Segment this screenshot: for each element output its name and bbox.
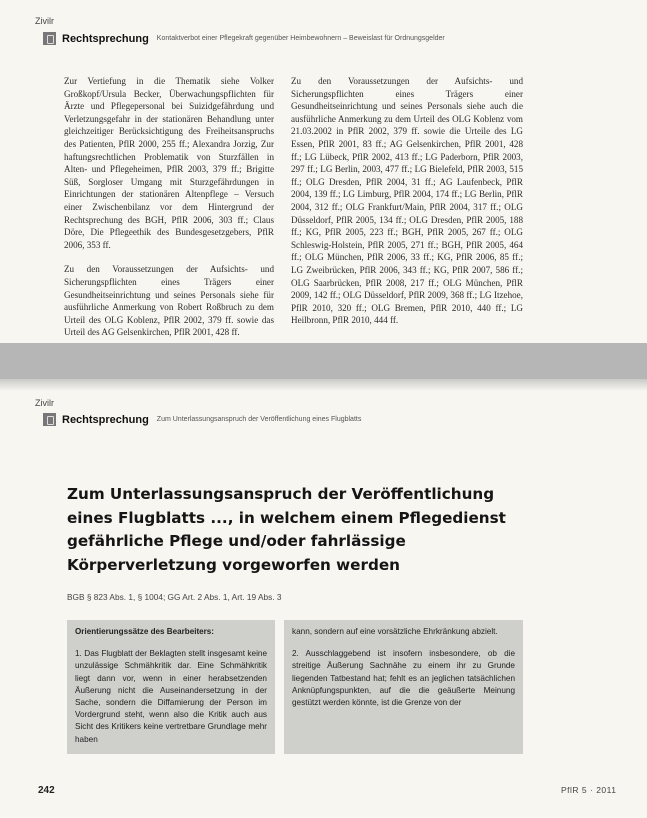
orientation-point-1: 1. Das Flugblatt der Beklagten stellt insgesamt keine unzulässige Schmähkritik dar. Eine Schmähkritik liegt dann vor, wenn in einer herabsetzenden Äußerung nicht die Auseinandersetzung in der Sache, sondern die Diffamierung der Person im Vordergrund steht, wenn also die Kritik auch aus Sicht des Kritikers keine vertretbare Grundlage mehr haben xyxy=(75,649,267,744)
top-right-paragraph: Zu den Voraussetzungen der Aufsichts- und Sicherungspflichten eines Trägers einer Gesundheitseinrichtung und seines Personals siehe auch die ausführliche Anmerkung zu dem Urteil des OLG Koblenz vom 21.03.2002 in PflR 2002, 379 ff. sowie die Urteile des LG Essen, PflR 2001, 83 ff.; AG Gelsenkirchen, PflR 2001, 428 ff.; LG Lübeck, PflR 2002, 413 ff.; LG Paderborn, PflR 2003, 297 ff.; LG Berlin, 2003, 477 ff.; LG Bielefeld, PflR 2003, 515 ff.; OLG Dresden, PflR 2004, 31 ff.; AG Laufenbeck, PflR 2004, 139 ff.; LG Limburg, PflR 2004, 174 ff.; LG Berlin, PflR 2004, 312 ff.; OLG Frankfurt/Main, PflR 2004, 317 ff.; OLG Düsseldorf, PflR 2005, 134 ff.; OLG Dresden, PflR 2005, 188 ff.; KG, PflR 2005, 223 ff.; BGH, PflR 2005, 267 ff.; OLG Schleswig-Holstein, PflR 2005, 271 ff.; BGH, PflR 2005, 464 ff.; OLG München, PflR 2006, 33 ff.; KG, PflR 2006, 85 ff.; LG Zweibrücken, PflR 2006, 343 ff.; KG, PflR 2007, 586 ff.; OLG Saarbrücken, PflR 2008, 217 ff.; OLG München, PflR 2009, 142 ff.; OLG Düsseldorf, PflR 2009, 368 ff.; LG Itzehoe, PflR 2010, 320 ff.; OLG Bremen, PflR 2010, 440 ff.; LG Heilbronn, PflR 2010, 444 ff. xyxy=(291,76,523,326)
top-section-label: Zivilr xyxy=(35,16,54,26)
top-header-title: Rechtsprechung xyxy=(62,32,149,45)
top-running-header xyxy=(43,31,445,46)
top-left-paragraph: Zu den Voraussetzungen der Aufsichts- und Sicherungspflichten eines Trägers einer Gesundheitseinrichtung und seines Personals siehe für ausführliche Anmerkung von Robert Roßbruch zu dem Urteil des OLG Koblenz, PflR 2002, 379 ff. sowie das Urteil des AG Gelsenkirchen, PflR 2001, 428 ff. xyxy=(64,264,274,338)
paragraph-icon xyxy=(43,413,56,426)
orientation-box-right xyxy=(284,620,523,754)
orientation-continuation: kann, sondern auf eine vorsätzliche Ehrkränkung abzielt. xyxy=(292,627,498,636)
mid-section-label: Zivilr xyxy=(35,398,54,408)
section-band xyxy=(0,343,647,379)
mid-header-subtitle: Zum Unterlassungsanspruch der Veröffentlichung eines Flugblatts xyxy=(156,416,362,423)
top-left-paragraph: Zur Vertiefung in die Thematik siehe Volker Großkopf/Ursula Becker, Überwachungspflichten für Ärzte und Pflegepersonal bei Suizidgefährdung und Verletzungsgefahr in der stationären Behandlung unter gleichzeitiger Berücksichtigung des Freiheitsanspruchs des Patienten, PflR 2000, 255 ff.; Alexandra Jorzig, Zur haftungsrechtlichen Problematik von Sturzfällen in Alten- und Pflegeheimen, PflR 2003, 379 ff.; Brigitte Süß, Sorgloser Umgang mit Sturzgefährdungen in Einrichtungen der stationären Altenpflege – Versuch einer Zwischenbilanz vor dem Hintergrund der Rechtsprechung des BGH, PflR 2006, 303 ff.; Claus Döre, Die Pflegeethik des Bundesgesetzgebers, PflR 2006, 353 ff. xyxy=(64,76,274,250)
article-norms: BGB § 823 Abs. 1, § 1004; GG Art. 2 Abs. 1, Art. 19 Abs. 3 xyxy=(67,592,282,602)
paragraph-icon xyxy=(43,32,56,45)
top-right-column xyxy=(291,75,523,339)
mid-running-header xyxy=(43,412,361,427)
journal-issue: PflR 5 · 2011 xyxy=(561,785,617,795)
article-title: Zum Unterlassungsanspruch der Veröffentlichung eines Flugblatts ..., in welchem einem Pflegedienst gefährliche Pflege und/oder fahrlässige Körperverletzung vorgeworfen werden xyxy=(67,485,506,574)
mid-header-title: Rechtsprechung xyxy=(62,413,149,426)
page-number: 242 xyxy=(38,785,55,796)
orientation-point-2: 2. Ausschlaggebend ist insofern insbesondere, ob die streitige Äußerung Sachnähe zu einem ihr zu Grunde liegenden Tatbestand hat; fehlt es an jeglichen tatsächlichen Anknüpfungspunkten, auf die die geäußerte Meinung gestützt werden könnte, ist die Grenze von der xyxy=(292,649,515,708)
orientation-box-left xyxy=(67,620,275,754)
band-shadow xyxy=(0,379,647,391)
top-left-column xyxy=(64,75,274,351)
orientation-heading: Orientierungssätze des Bearbeiters: xyxy=(75,627,214,636)
top-header-subtitle: Kontaktverbot einer Pflegekraft gegenüber Heimbewohnern – Beweislast für Ordnungsgelder xyxy=(156,35,445,42)
